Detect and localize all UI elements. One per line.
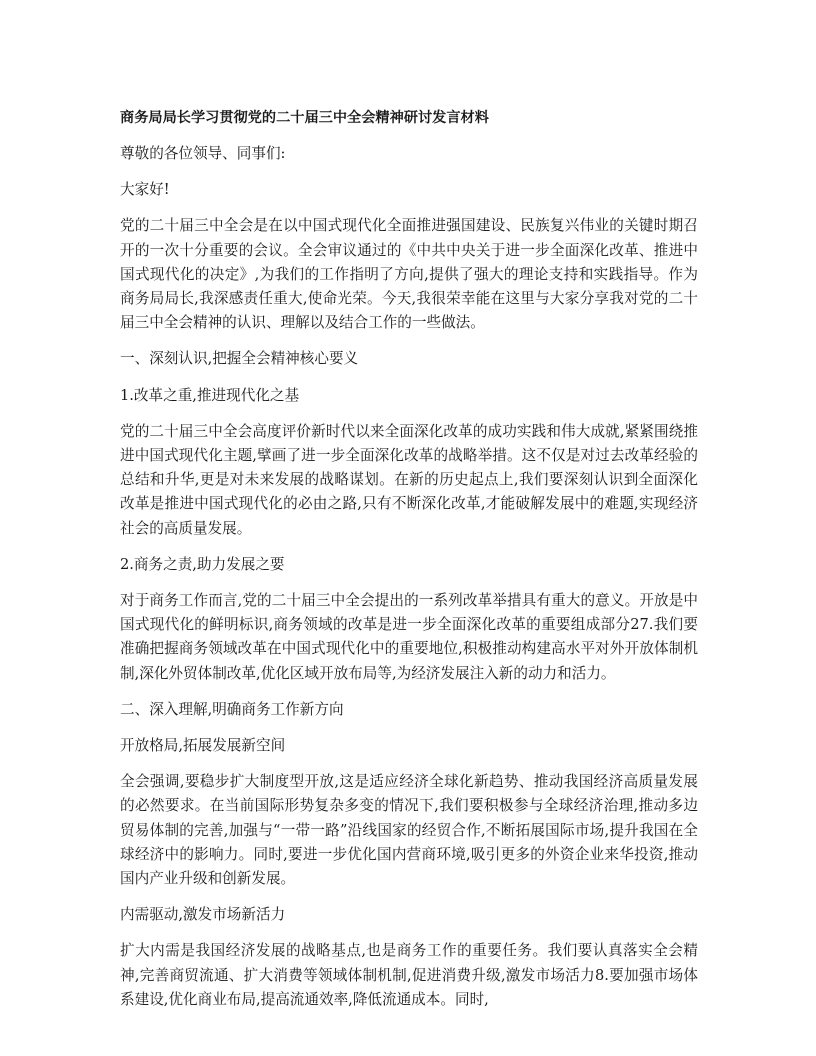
document-body <box>120 106 698 1024</box>
subheading-1-1: 1.改革之重,推进现代化之基 <box>120 386 300 404</box>
paragraph-greeting: 大家好! <box>120 181 170 199</box>
paragraph-intro: 党的二十届三中全会是在以中国式现代化全面推进强国建设、民族复兴伟业的关键时期召开的一次十分重要的会议。全会审议通过的《中共中央关于进一步全面深化改革、推进中国式现代化的决定》,为我们的工作指明了方向,提供了强大的理论支持和实践指导。作为商务局局长,我深感责任重大,使命光荣。今天,我很荣幸能在这里与大家分享我对党的二十届三中全会精神的认识、理解以及结合工作的一些做法。 <box>120 217 698 332</box>
paragraph-commerce: 对于商务工作而言,党的二十届三中全会提出的一系列改革举措具有重大的意义。开放是中国式现代化的鲜明标识,商务领域的改革是进一步全面深化改革的重要组成部分27.我们要准确把握商务领域改革在中国式现代化中的重要地位,积极推动构建高水平对外开放体制机制,深化外贸体制改革,优化区域开放布局等,为经济发展注入新的动力和活力。 <box>120 592 698 682</box>
subheading-1-2: 2.商务之责,助力发展之要 <box>120 555 285 573</box>
paragraph-domestic-demand: 扩大内需是我国经济发展的战略基点,也是商务工作的重要任务。我们要认真落实全会精神,完善商贸流通、扩大消费等领域体制机制,促进消费升级,激发市场活力8.要加强市场体系建设,优化商业布局,提高流通效率,降低流通成本。同时, <box>120 942 698 1008</box>
paragraph-salutation: 尊敬的各位领导、同事们: <box>120 145 286 162</box>
paragraph-reform: 党的二十届三中全会高度评价新时代以来全面深化改革的成功实践和伟大成就,紧紧围绕推进中国式现代化主题,擘画了进一步全面深化改革的战略举措。这不仅是对过去改革经验的总结和升华,更是对未来发展的战略谋划。在新的历史起点上,我们要深刻认识到全面深化改革是推进中国式现代化的必由之路,只有不断深化改革,才能破解发展中的难题,实现经济社会的高质量发展。 <box>120 422 698 537</box>
document-title: 商务局局长学习贯彻党的二十届三中全会精神研讨发言材料 <box>120 110 489 126</box>
section-heading-2: 二、深入理解,明确商务工作新方向 <box>120 700 344 718</box>
paragraph-opening: 全会强调,要稳步扩大制度型开放,这是适应经济全球化新趋势、推动我国经济高质量发展的必然要求。在当前国际形势复杂多变的情况下,我们要积极参与全球经济治理,推动多边贸易体制的完善,加强与“一带一路”沿线国家的经贸合作,不断拓展国际市场,提升我国在全球经济中的影响力。同时,要进一步优化国内营商环境,吸引更多的外资企业来华投资,推动国内产业升级和创新发展。 <box>120 773 698 888</box>
section-heading-1: 一、深刻认识,把握全会精神核心要义 <box>120 350 359 368</box>
subheading-2-1: 开放格局,拓展发展新空间 <box>120 737 286 755</box>
subheading-2-2: 内需驱动,激发市场新活力 <box>120 906 286 924</box>
